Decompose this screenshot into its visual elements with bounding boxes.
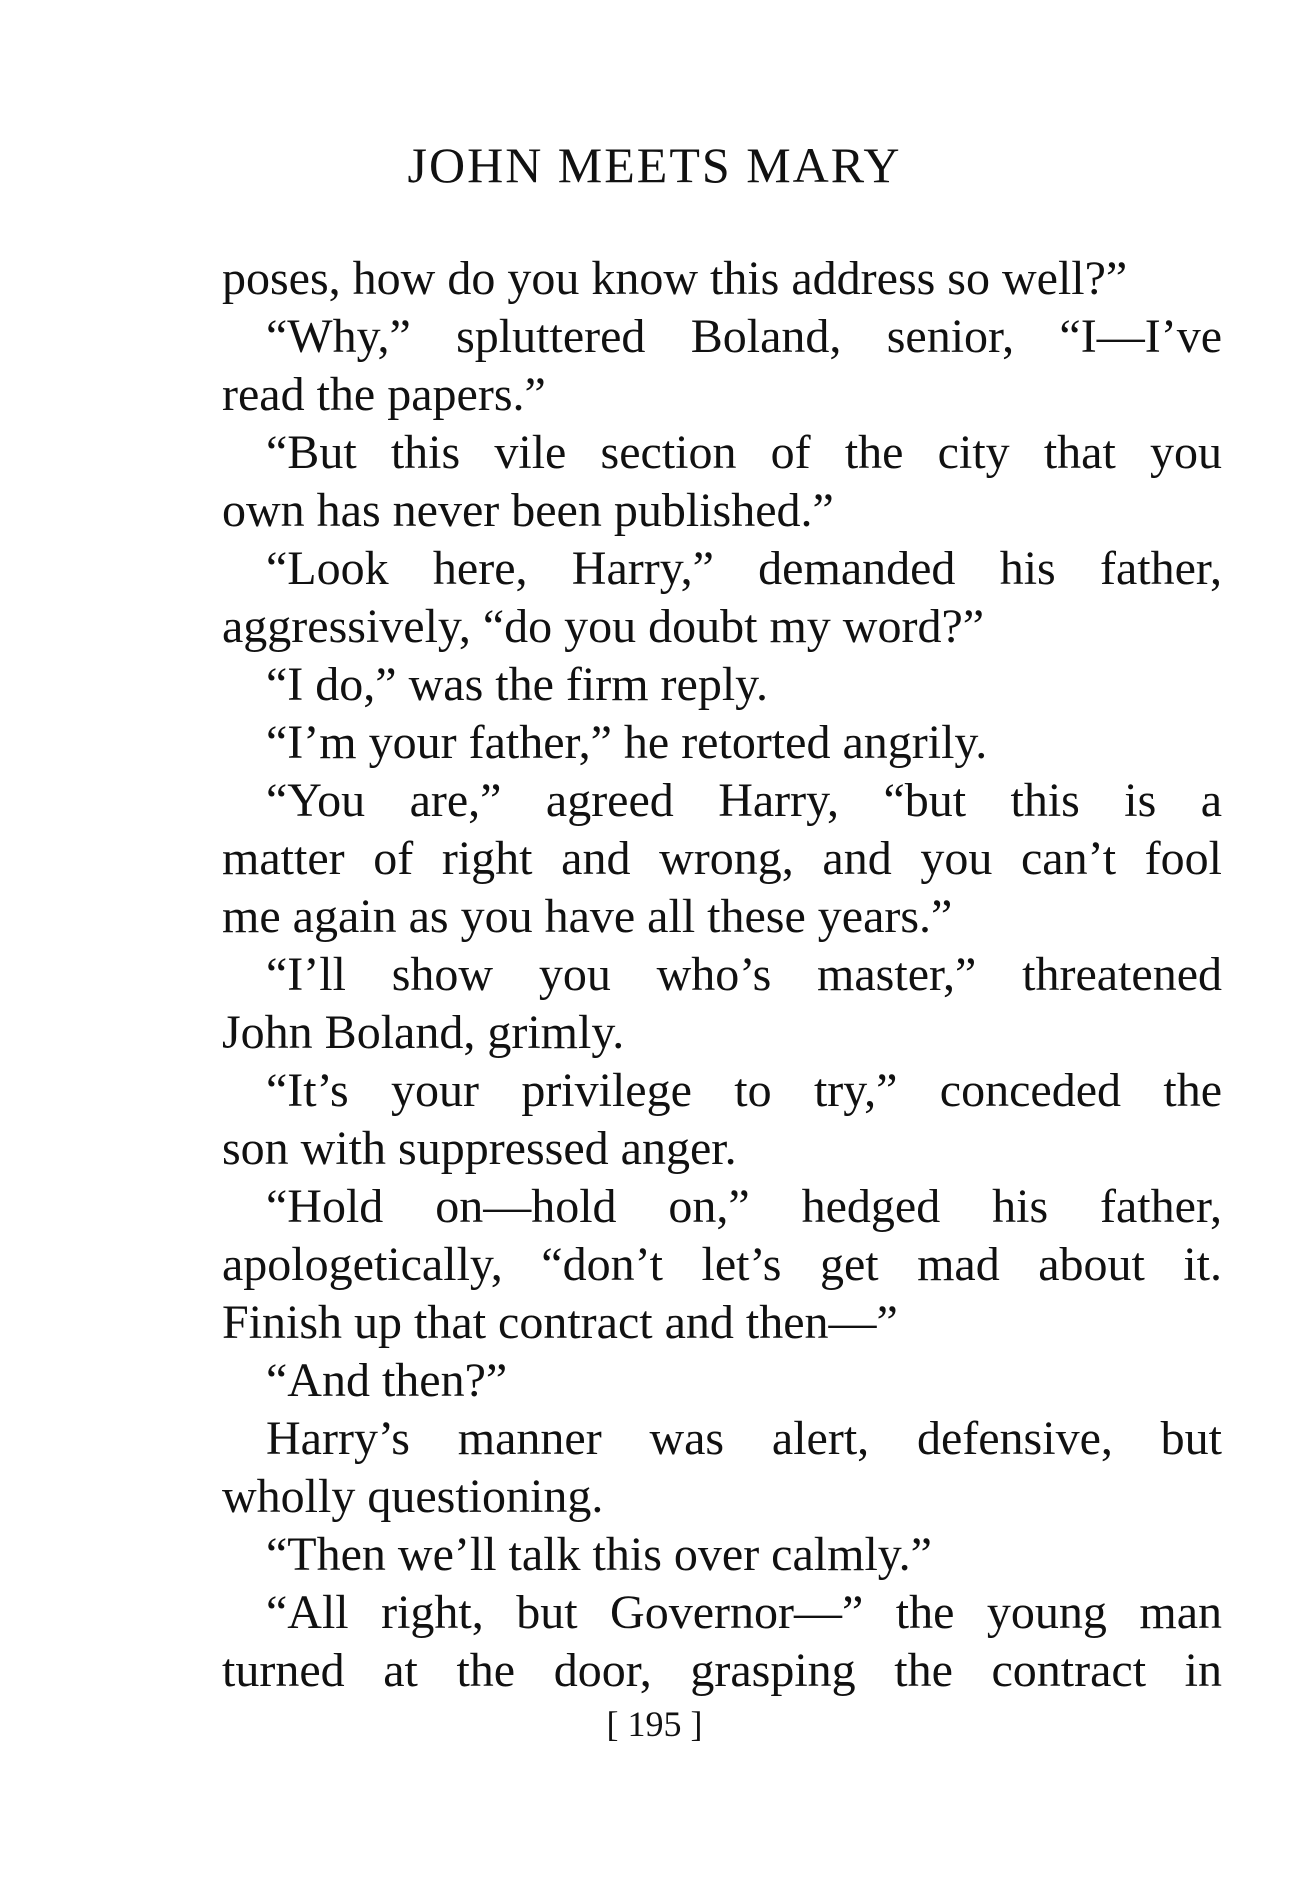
text-line: apologetically, “don’t let’s get mad about it. <box>222 1238 1222 1291</box>
text-line: Harry’s manner was alert, defensive, but <box>266 1412 1222 1465</box>
text-line: son with suppressed anger. <box>222 1122 737 1175</box>
running-head: JOHN MEETS MARY <box>407 137 902 193</box>
text-line: “Why,” spluttered Boland, senior, “I—I’ve <box>266 310 1222 363</box>
text-line: “I’ll show you who’s master,” threatened <box>266 948 1222 1001</box>
text-line: “You are,” agreed Harry, “but this is a <box>266 774 1222 827</box>
text-line: wholly questioning. <box>222 1470 604 1523</box>
text-line: “It’s your privilege to try,” conceded the <box>266 1064 1222 1117</box>
body-text <box>222 250 1222 1700</box>
text-line: “I do,” was the firm reply. <box>266 658 769 711</box>
text-line: aggressively, “do you doubt my word?” <box>222 600 985 653</box>
text-line: “Then we’ll talk this over calmly.” <box>266 1528 932 1581</box>
text-line: own has never been published.” <box>222 484 834 537</box>
text-line: “Hold on—hold on,” hedged his father, <box>266 1180 1222 1233</box>
text-line: read the papers.” <box>222 368 546 421</box>
page-number: [ 195 ] <box>606 1704 703 1744</box>
text-line: “All right, but Governor—” the young man <box>266 1586 1222 1639</box>
text-line: “I’m your father,” he retorted angrily. <box>266 716 988 769</box>
text-line: “Look here, Harry,” demanded his father, <box>266 542 1222 595</box>
text-line: me again as you have all these years.” <box>222 890 953 943</box>
text-line: poses, how do you know this address so well?” <box>222 252 1128 305</box>
text-line: Finish up that contract and then—” <box>222 1296 898 1349</box>
text-line: turned at the door, grasping the contract in <box>222 1644 1222 1697</box>
text-line: “And then?” <box>266 1354 508 1407</box>
text-line: matter of right and wrong, and you can’t fool <box>222 832 1222 885</box>
text-line: John Boland, grimly. <box>222 1006 625 1059</box>
text-line: “But this vile section of the city that you <box>266 426 1222 479</box>
